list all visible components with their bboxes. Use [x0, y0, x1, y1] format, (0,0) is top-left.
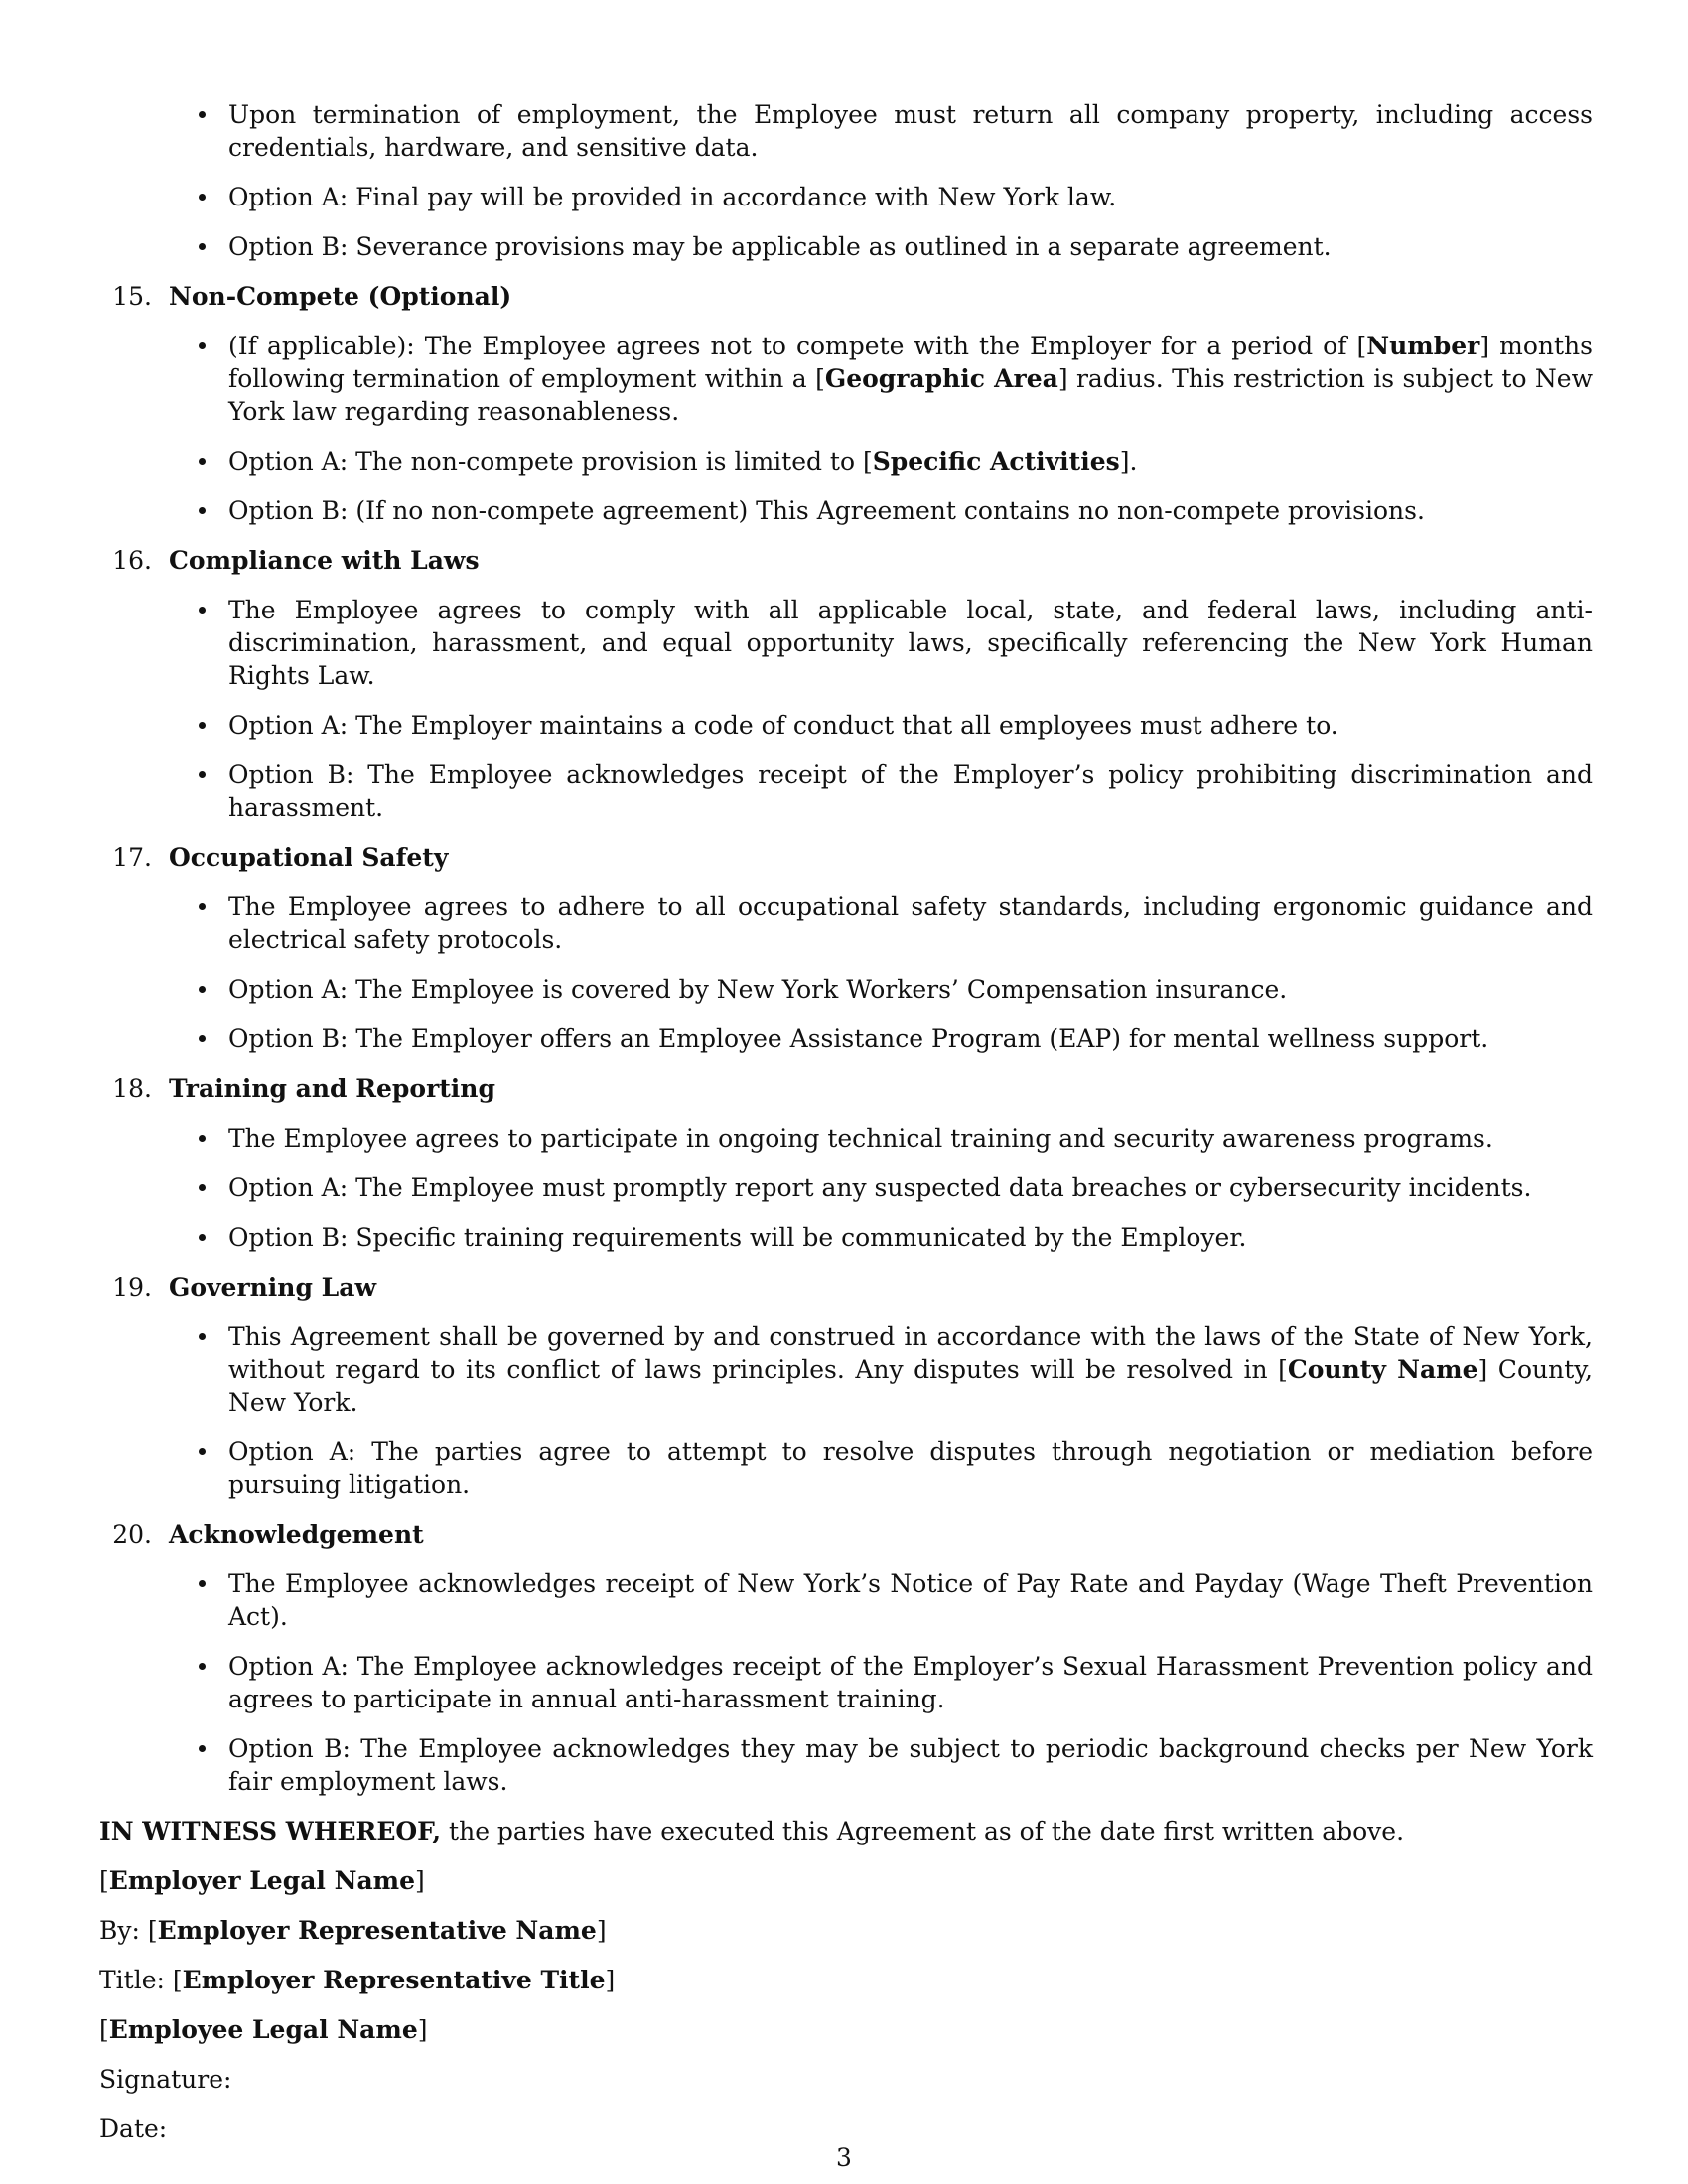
section-19-heading: [99, 1271, 1593, 1303]
list-item: This Agreement shall be governed by and construed in accordance with the laws of the State of New York, without regard to its conflict of laws principles. Any disputes will be resolved in [County Name] County, New York.: [99, 1320, 1593, 1419]
list-item: Option A: The Employee is covered by New York Workers’ Compensation insurance.: [99, 973, 1593, 1006]
date-line: Date:: [99, 2115, 168, 2143]
termination-list: [99, 98, 1593, 263]
list-item: Option B: The Employee acknowledges receipt of the Employer’s policy prohibiting discrimination and harassment.: [99, 758, 1593, 824]
witness-heading: IN WITNESS WHEREOF,: [99, 1817, 442, 1845]
list-item: Option A: The non-compete provision is limited to [Specific Activities].: [99, 445, 1593, 478]
section-title: Non-Compete (Optional): [169, 282, 512, 311]
page-number: 3: [836, 2143, 852, 2172]
witness-clause: IN WITNESS WHEREOF, the parties have executed this Agreement as of the date first written above.: [99, 1817, 1405, 1845]
section-title: Training and Reporting: [169, 1074, 495, 1103]
section-19-list: [99, 1320, 1593, 1501]
list-item: The Employee acknowledges receipt of New York’s Notice of Pay Rate and Payday (Wage Theft Prevention Act).: [99, 1568, 1593, 1633]
list-item: The Employee agrees to comply with all applicable local, state, and federal laws, including anti-discrimination, harassment, and equal opportunity laws, specifically referencing the New York Human Rights Law.: [99, 594, 1593, 692]
document-body: [99, 98, 1593, 2162]
section-15-list: [99, 330, 1593, 527]
section-number: 15.: [112, 282, 152, 311]
section-number: 17.: [112, 843, 152, 872]
rep-title-placeholder: Employer Representative Title: [182, 1966, 606, 1994]
section-title: Occupational Safety: [169, 843, 449, 872]
signature-line: Signature:: [99, 2065, 232, 2094]
employee-name-placeholder: Employee Legal Name: [108, 2015, 418, 2044]
placeholder-field: Number: [1366, 332, 1480, 360]
section-18-heading: [99, 1072, 1593, 1105]
title-label: Title:: [99, 1966, 173, 1994]
list-item: The Employee agrees to adhere to all occupational safety standards, including ergonomic guidance and electrical safety protocols.: [99, 890, 1593, 956]
list-item: Option A: The parties agree to attempt to resolve disputes through negotiation or mediation before pursuing litigation.: [99, 1435, 1593, 1501]
list-item: Option A: The Employee must promptly report any suspected data breaches or cybersecurity incidents.: [99, 1171, 1593, 1204]
title-line: Title: [Employer Representative Title]: [99, 1966, 616, 1994]
employer-name-line: [Employer Legal Name]: [99, 1866, 425, 1895]
list-item: Option B: The Employer offers an Employee Assistance Program (EAP) for mental wellness support.: [99, 1023, 1593, 1055]
section-title: Compliance with Laws: [169, 546, 480, 575]
section-20-heading: [99, 1518, 1593, 1551]
list-item: The Employee agrees to participate in ongoing technical training and security awareness programs.: [99, 1122, 1593, 1155]
list-item: Option B: The Employee acknowledges they may be subject to periodic background checks per New York fair employment laws.: [99, 1732, 1593, 1798]
section-16-list: [99, 594, 1593, 824]
list-item: Option B: Specific training requirements will be communicated by the Employer.: [99, 1221, 1593, 1254]
placeholder-field: Specific Activities: [872, 447, 1120, 476]
employer-name-placeholder: Employer Legal Name: [108, 1866, 416, 1895]
section-title: Governing Law: [169, 1273, 376, 1301]
by-line: By: [Employer Representative Name]: [99, 1916, 607, 1945]
section-16-heading: [99, 544, 1593, 577]
by-label: By:: [99, 1916, 148, 1945]
list-item: Upon termination of employment, the Employee must return all company property, including access credentials, hardware, and sensitive data.: [99, 98, 1593, 164]
section-title: Acknowledgement: [169, 1520, 424, 1549]
section-17-list: [99, 890, 1593, 1055]
list-item: Option B: (If no non-compete agreement) This Agreement contains no non-compete provisions.: [99, 494, 1593, 527]
section-17-heading: [99, 841, 1593, 874]
rep-name-placeholder: Employer Representative Name: [157, 1916, 597, 1945]
section-number: 18.: [112, 1074, 152, 1103]
section-number: 20.: [112, 1520, 152, 1549]
section-number: 16.: [112, 546, 152, 575]
section-15-heading: [99, 280, 1593, 313]
list-item: Option A: The Employer maintains a code of conduct that all employees must adhere to.: [99, 709, 1593, 742]
list-item: (If applicable): The Employee agrees not to compete with the Employer for a period of [Number] months following termination of employment within a [Geographic Area] radius. This restriction is subject to New York law regarding reasonableness.: [99, 330, 1593, 428]
list-item: Option B: Severance provisions may be applicable as outlined in a separate agreement.: [99, 230, 1593, 263]
employee-name-line: [Employee Legal Name]: [99, 2015, 428, 2044]
placeholder-field: County Name: [1287, 1355, 1478, 1384]
section-20-list: [99, 1568, 1593, 1798]
list-item: Option A: The Employee acknowledges receipt of the Employer’s Sexual Harassment Prevention policy and agrees to participate in annual anti-harassment training.: [99, 1650, 1593, 1715]
section-number: 19.: [112, 1273, 152, 1301]
section-18-list: [99, 1122, 1593, 1254]
list-item: Option A: Final pay will be provided in accordance with New York law.: [99, 181, 1593, 213]
placeholder-field: Geographic Area: [824, 364, 1058, 393]
